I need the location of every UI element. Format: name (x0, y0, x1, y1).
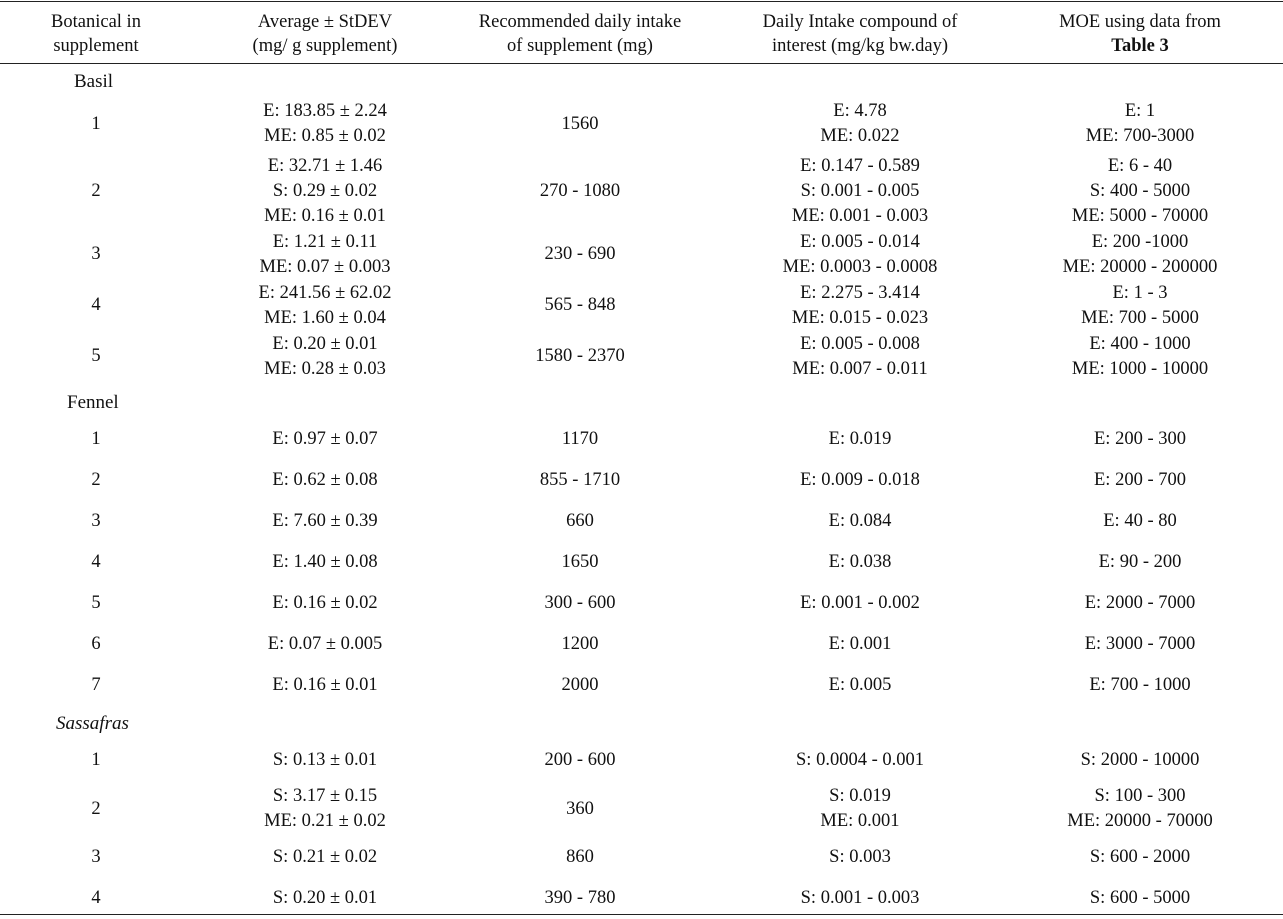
cell-line: E: 1 (1124, 101, 1156, 121)
cell-line: ME: 5000 - 70000 (1071, 205, 1209, 226)
cell-line: ME: 20000 - 200000 (1062, 256, 1218, 277)
cell-line: 1 (91, 429, 101, 449)
cell-line: E: 1.40 ± 0.08 (272, 552, 378, 572)
cell-line: ME: 0.001 - 0.003 (791, 205, 929, 226)
cell-line: E: 0.005 (828, 675, 892, 695)
moe-cell (1005, 740, 1275, 781)
cell-line: ME: 0.015 - 0.023 (791, 307, 929, 328)
cell-line: S: 0.001 - 0.003 (800, 888, 920, 908)
cell-line: ME: 700-3000 (1085, 126, 1195, 146)
section-heading: Sassafras (56, 713, 129, 734)
header-text: Daily Intake compound of (762, 12, 958, 32)
intake-cell (455, 460, 705, 501)
cell-line: E: 183.85 ± 2.24 (263, 101, 387, 121)
moe-cell (1005, 781, 1275, 837)
cell-line: E: 700 - 1000 (1089, 675, 1191, 695)
row-number (36, 837, 156, 878)
intake-cell (455, 229, 705, 280)
cell-line: ME: 1000 - 10000 (1071, 358, 1209, 379)
cell-line: E: 0.005 - 0.014 (800, 231, 920, 252)
cell-line: E: 0.084 (828, 511, 892, 531)
moe-cell (1005, 665, 1275, 706)
average-cell (205, 542, 445, 583)
cell-line: ME: 700 - 5000 (1081, 307, 1199, 328)
cell-line: 3 (91, 847, 101, 867)
table-row (0, 229, 1283, 280)
daily-intake-cell (735, 501, 985, 542)
cell-line: 855 - 1710 (539, 470, 621, 490)
cell-line: S: 3.17 ± 0.15 (272, 786, 378, 806)
cell-line: ME: 0.001 (820, 811, 900, 831)
moe-cell (1005, 280, 1275, 331)
intake-cell (455, 781, 705, 837)
header-daily-intake (735, 10, 985, 58)
table-row (0, 501, 1283, 542)
header-text: interest (mg/kg bw.day) (771, 36, 949, 56)
cell-line: 300 - 600 (544, 593, 616, 613)
row-number (36, 781, 156, 837)
cell-line: 1650 (561, 552, 599, 572)
table-row (0, 781, 1283, 837)
cell-line: E: 200 - 300 (1094, 429, 1186, 449)
cell-line: ME: 0.0003 - 0.0008 (782, 256, 938, 277)
cell-line: E: 4.78 (833, 101, 887, 121)
moe-cell (1005, 460, 1275, 501)
daily-intake-cell (735, 837, 985, 878)
cell-line: 860 (566, 847, 594, 867)
cell-line: S: 0.13 ± 0.01 (272, 750, 378, 770)
cell-line: 2000 (561, 675, 599, 695)
intake-cell (455, 878, 705, 919)
cell-line: E: 0.147 - 0.589 (800, 155, 920, 176)
table-row (0, 542, 1283, 583)
average-cell (205, 460, 445, 501)
row-number (36, 624, 156, 665)
cell-line: E: 2000 - 7000 (1084, 593, 1196, 613)
table-row (0, 837, 1283, 878)
cell-line: ME: 0.28 ± 0.03 (264, 358, 386, 379)
intake-cell (455, 740, 705, 781)
moe-cell (1005, 542, 1275, 583)
header-table-ref (1005, 34, 1275, 58)
cell-line: S: 2000 - 10000 (1080, 750, 1200, 770)
cell-line: S: 600 - 2000 (1089, 847, 1191, 867)
cell-line: S: 0.20 ± 0.01 (272, 888, 378, 908)
cell-line: 3 (91, 511, 101, 531)
cell-line: E: 0.038 (828, 552, 892, 572)
daily-intake-cell (735, 229, 985, 280)
average-cell (205, 583, 445, 624)
cell-line: 1 (91, 113, 101, 134)
average-cell (205, 153, 445, 229)
cell-line: 5 (91, 593, 101, 613)
moe-cell (1005, 624, 1275, 665)
cell-line: S: 100 - 300 (1094, 786, 1186, 806)
intake-cell (455, 280, 705, 331)
cell-line: 1170 (561, 429, 599, 449)
cell-line: E: 90 - 200 (1098, 552, 1182, 572)
header-text: of supplement (mg) (507, 36, 653, 56)
cell-line: S: 0.001 - 0.005 (800, 180, 920, 201)
cell-line: S: 0.29 ± 0.02 (272, 180, 378, 201)
cell-line: 1560 (561, 113, 599, 134)
intake-cell (455, 583, 705, 624)
cell-line: ME: 0.85 ± 0.02 (264, 126, 386, 146)
section-heading: Basil (74, 71, 114, 92)
table-row (0, 419, 1283, 460)
cell-line: E: 32.71 ± 1.46 (267, 155, 383, 176)
table-reference: Table 3 (1111, 36, 1169, 56)
table-top-rule (0, 1, 1283, 2)
daily-intake-cell (735, 419, 985, 460)
average-cell (205, 740, 445, 781)
table-row (0, 460, 1283, 501)
cell-line: ME: 0.022 (820, 126, 900, 146)
intake-cell (455, 624, 705, 665)
daily-intake-cell (735, 878, 985, 919)
cell-line: E: 0.019 (828, 429, 892, 449)
cell-line: 3 (91, 244, 101, 264)
cell-line: 2 (91, 470, 101, 490)
cell-line: ME: 0.007 - 0.011 (792, 358, 928, 379)
row-number (36, 153, 156, 229)
row-number (36, 542, 156, 583)
row-number (36, 501, 156, 542)
cell-line: E: 7.60 ± 0.39 (272, 511, 378, 531)
header-average (205, 10, 445, 58)
daily-intake-cell (735, 740, 985, 781)
average-cell (205, 229, 445, 280)
table-row (0, 153, 1283, 229)
intake-cell (455, 96, 705, 152)
intake-cell (455, 542, 705, 583)
table-row (0, 331, 1283, 382)
average-cell (205, 781, 445, 837)
row-number (36, 740, 156, 781)
cell-line: 1580 - 2370 (535, 346, 625, 366)
cell-line: S: 0.019 (829, 786, 891, 806)
row-number (36, 583, 156, 624)
daily-intake-cell (735, 583, 985, 624)
intake-cell (455, 153, 705, 229)
cell-line: E: 400 - 1000 (1089, 333, 1191, 354)
cell-line: S: 600 - 5000 (1089, 888, 1191, 908)
table-row (0, 665, 1283, 706)
cell-line: 2 (91, 180, 101, 201)
average-cell (205, 878, 445, 919)
moe-cell (1005, 96, 1275, 152)
section-heading: Fennel (67, 392, 119, 413)
header-text: Recommended daily intake (478, 12, 682, 32)
cell-line: S: 0.21 ± 0.02 (272, 847, 378, 867)
moe-cell (1005, 501, 1275, 542)
cell-line: E: 241.56 ± 62.02 (258, 282, 392, 303)
cell-line: E: 1.21 ± 0.11 (272, 231, 378, 252)
intake-cell (455, 501, 705, 542)
table-row (0, 624, 1283, 665)
header-recommended-intake (455, 10, 705, 58)
cell-line: 200 - 600 (544, 750, 616, 770)
cell-line: E: 40 - 80 (1103, 511, 1177, 531)
table-row (0, 740, 1283, 781)
average-cell (205, 331, 445, 382)
cell-line: E: 0.97 ± 0.07 (272, 429, 378, 449)
average-cell (205, 280, 445, 331)
cell-line: ME: 0.07 ± 0.003 (259, 256, 391, 277)
cell-line: 6 (91, 634, 101, 654)
row-number (36, 280, 156, 331)
average-cell (205, 837, 445, 878)
cell-line: 1 (91, 750, 101, 770)
table-row (0, 96, 1283, 152)
cell-line: 1200 (561, 634, 599, 654)
daily-intake-cell (735, 665, 985, 706)
cell-line: E: 0.62 ± 0.08 (272, 470, 378, 490)
cell-line: ME: 0.16 ± 0.01 (264, 205, 386, 226)
moe-cell (1005, 583, 1275, 624)
row-number (36, 229, 156, 280)
header-moe (1005, 10, 1275, 58)
cell-line: S: 400 - 5000 (1089, 180, 1191, 201)
average-cell (205, 419, 445, 460)
row-number (36, 460, 156, 501)
header-text: supplement (53, 36, 139, 56)
cell-line: 4 (91, 888, 101, 908)
average-cell (205, 624, 445, 665)
average-cell (205, 501, 445, 542)
cell-line: S: 0.0004 - 0.001 (796, 750, 924, 770)
average-cell (205, 665, 445, 706)
moe-cell (1005, 419, 1275, 460)
header-text: Average ± StDEV (257, 12, 393, 32)
daily-intake-cell (735, 96, 985, 152)
daily-intake-cell (735, 624, 985, 665)
daily-intake-cell (735, 542, 985, 583)
cell-line: 660 (566, 511, 594, 531)
cell-line: 390 - 780 (544, 888, 616, 908)
moe-cell (1005, 878, 1275, 919)
moe-cell (1005, 229, 1275, 280)
daily-intake-cell (735, 280, 985, 331)
header-botanical (36, 10, 156, 58)
daily-intake-cell (735, 460, 985, 501)
cell-line: 270 - 1080 (539, 180, 621, 201)
cell-line: E: 6 - 40 (1107, 155, 1173, 176)
daily-intake-cell (735, 153, 985, 229)
cell-line: E: 2.275 - 3.414 (800, 282, 920, 303)
moe-cell (1005, 837, 1275, 878)
cell-line: ME: 0.21 ± 0.02 (264, 811, 386, 831)
intake-cell (455, 837, 705, 878)
row-number (36, 96, 156, 152)
table-row (0, 583, 1283, 624)
moe-cell (1005, 153, 1275, 229)
header-text: MOE using data from (1059, 12, 1221, 32)
daily-intake-cell (735, 331, 985, 382)
table-row (0, 280, 1283, 331)
row-number (36, 665, 156, 706)
cell-line: 230 - 690 (544, 244, 616, 264)
cell-line: E: 0.07 ± 0.005 (267, 634, 383, 654)
cell-line: E: 0.001 - 0.002 (800, 593, 920, 613)
intake-cell (455, 665, 705, 706)
cell-line: S: 0.003 (829, 847, 891, 867)
table-row (0, 878, 1283, 919)
daily-intake-cell (735, 781, 985, 837)
cell-line: 7 (91, 675, 101, 695)
cell-line: E: 0.005 - 0.008 (800, 333, 920, 354)
average-cell (205, 96, 445, 152)
moe-cell (1005, 331, 1275, 382)
cell-line: E: 200 -1000 (1091, 231, 1189, 252)
cell-line: 4 (91, 295, 101, 315)
cell-line: 360 (566, 798, 594, 819)
header-text: (mg/ g supplement) (252, 36, 398, 56)
intake-cell (455, 419, 705, 460)
header-text: Botanical in (51, 12, 141, 32)
cell-line: E: 0.16 ± 0.01 (272, 675, 378, 695)
cell-line: 2 (91, 798, 101, 819)
cell-line: E: 0.20 ± 0.01 (272, 333, 378, 354)
cell-line: E: 3000 - 7000 (1084, 634, 1196, 654)
cell-line: ME: 20000 - 70000 (1067, 811, 1213, 831)
cell-line: E: 0.009 - 0.018 (800, 470, 920, 490)
cell-line: E: 0.001 (828, 634, 892, 654)
row-number (36, 878, 156, 919)
header-bottom-rule (0, 63, 1283, 64)
cell-line: 565 - 848 (544, 295, 616, 315)
cell-line: E: 0.16 ± 0.02 (272, 593, 378, 613)
cell-line: E: 1 - 3 (1112, 282, 1168, 303)
cell-line: 5 (91, 346, 101, 366)
cell-line: ME: 1.60 ± 0.04 (264, 307, 386, 328)
row-number (36, 331, 156, 382)
intake-cell (455, 331, 705, 382)
cell-line: E: 200 - 700 (1094, 470, 1186, 490)
cell-line: 4 (91, 552, 101, 572)
table-bottom-rule (0, 914, 1283, 915)
row-number (36, 419, 156, 460)
